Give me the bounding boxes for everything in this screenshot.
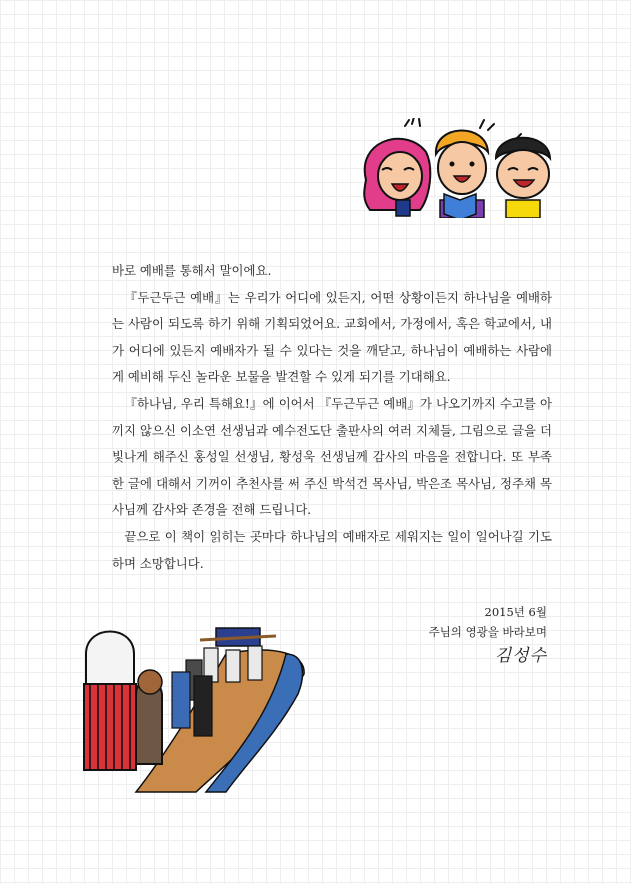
signature-block: [429, 602, 547, 666]
paragraph-3: 『하나님, 우리 특해요!』에 이어서 『두근두근 예배』가 나오기까지 수고를 아끼지 않으신 이소연 선생님과 예수전도단 출판사의 여러 지체들, 그림으로 글을 더 빛나게 해주신 홍성일 선생님, 황성욱 선생님께 감사의 마음을 전합니다. 또 부족한 글에 대해서 기꺼이 추천사를 써 주신 박석건 목사님, 박은조 목사님, 정주채 목사님께 감사와 존경을 전해 드립니다.: [112, 395, 552, 518]
singing-children-illustration: [360, 118, 560, 218]
procession-illustration: [76, 614, 306, 794]
paragraph-2: 『두근두근 예배』는 우리가 어디에 있든지, 어떤 상황이든지 하나님을 예배하는 사람이 되도록 하기 위해 기획되었어요. 교회에서, 가정에서, 혹은 학교에서, 내가 어디에 있든지 예배자가 될 수 있다는 것을 깨닫고, 하나님이 예배하는 사람에게 예비해 두신 놀라운 보물을 발견할 수 있게 되기를 기대해요.: [112, 289, 552, 385]
body-text: [112, 258, 552, 577]
signature-name: 김성수: [494, 646, 547, 666]
signature-date: 2015년 6월: [484, 605, 547, 619]
signature-line: 주님의 영광을 바라보며: [428, 625, 547, 639]
paragraph-4: 끝으로 이 책이 읽히는 곳마다 하나님의 예배자로 세워지는 일이 일어나길 기도하며 소망합니다.: [112, 528, 552, 571]
paragraph-1: 바로 예배를 통해서 말이에요.: [112, 263, 272, 278]
